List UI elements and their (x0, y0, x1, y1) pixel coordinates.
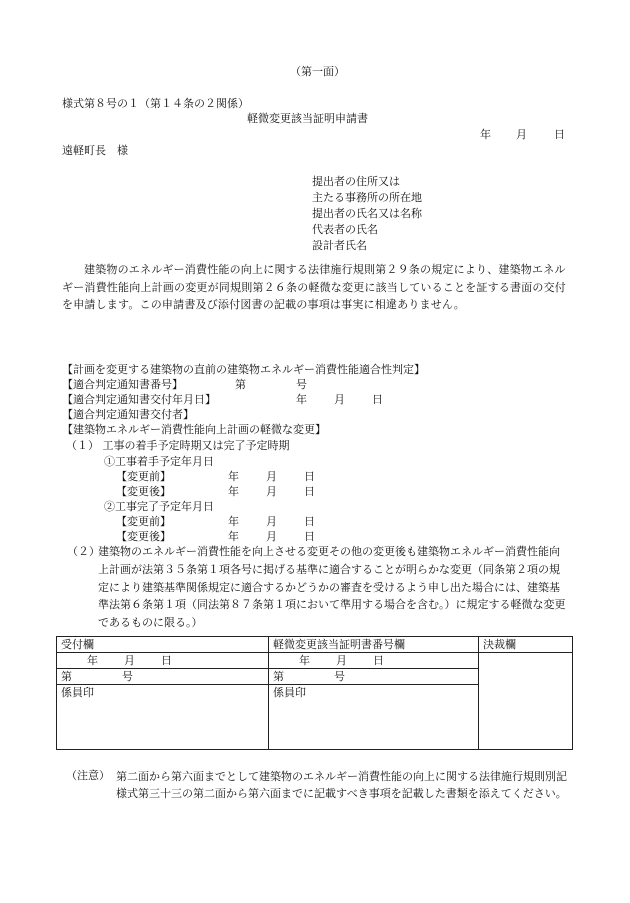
conformity-header: 【計画を変更する建築物の直前の建築物エネルギー消費性能適合性判定】 (62, 363, 425, 376)
notice-number-go: 号 (296, 378, 307, 391)
applicant-office-label: 主たる事務所の所在地 (312, 191, 422, 204)
reception-year: 年 (87, 654, 98, 668)
start-after-day: 日 (304, 485, 315, 498)
form-number: 様式第８号の１（第１４条の２関係） (62, 97, 249, 110)
certificate-number-cell (269, 669, 479, 685)
date-day-label: 日 (554, 128, 565, 141)
document-title: 軽微変更該当証明申請書 (247, 112, 368, 125)
item2-text: 建築物のエネルギー消費性能を向上させる変更その他の変更後も建築物エネルギー消費性能向上計画が法第３５条第１項各号に掲げる基準に適合することが明らかな変更（同条第２項の規定により建築基準関係規定に適合するかどうかの審査を受けるよう申し出た場合には、建築基準法第６条第１項（同法第８７条第１項において準用する場合を含む。）に規定する軽微な変更であるものに限る。） (98, 545, 566, 630)
notice-date-label: 【適合判定通知書交付年月日】 (62, 393, 216, 406)
certificate-year: 年 (299, 654, 310, 668)
reception-date-cell (57, 653, 269, 669)
page-label: （第一面） (290, 65, 345, 78)
notice-issuer-label: 【適合判定通知書交付者】 (62, 408, 194, 421)
start-before-day: 日 (304, 470, 315, 483)
reception-number-go: 号 (122, 670, 133, 684)
minor-change-header: 【建築物エネルギー消費性能向上計画の軽微な変更】 (62, 423, 326, 436)
addressee: 遠軽町長 様 (62, 144, 128, 157)
decision-cell (479, 653, 573, 750)
certificate-month: 月 (336, 654, 347, 668)
notice-number-label: 【適合判定通知書番号】 (62, 378, 183, 391)
certificate-date-cell (269, 653, 479, 669)
decision-header: 決裁欄 (479, 637, 573, 653)
completion-before-label: 【変更前】 (116, 515, 171, 528)
note-label: （注意） (66, 769, 110, 782)
notice-date-day: 日 (372, 393, 383, 406)
start-date-title: ①工事着手予定年月日 (104, 455, 214, 468)
office-use-table (56, 636, 573, 750)
start-after-label: 【変更後】 (116, 485, 171, 498)
start-after-year: 年 (228, 485, 239, 498)
note-text: 第二面から第六面までとして建築物のエネルギー消費性能の向上に関する法律施行規則別記様式第三十三の第二面から第六面までに記載すべき事項を記載した書類を添えてください。 (116, 770, 567, 800)
completion-before-year: 年 (228, 515, 239, 528)
start-before-label: 【変更前】 (116, 470, 171, 483)
date-month-label: 月 (516, 128, 527, 141)
notice-date-month: 月 (334, 393, 345, 406)
reception-month: 月 (124, 654, 135, 668)
certificate-number-header: 軽微変更該当証明書番号欄 (269, 637, 479, 653)
reception-number-dai: 第 (61, 670, 72, 684)
certificate-staff-seal-cell: 係員印 (269, 685, 479, 750)
start-before-month: 月 (266, 470, 277, 483)
application-statement: 建築物のエネルギー消費性能の向上に関する法律施行規則第２９条の規定により、建築物エネルギー消費性能向上計画の変更が同規則第２６条の軽微な変更に該当していることを証する書面の交付を申請します。この申請書及び添付図書の記載の事項は事実に相違ありません。 (62, 263, 566, 311)
completion-before-day: 日 (304, 515, 315, 528)
item2-number: （２） (67, 545, 100, 558)
completion-after-day: 日 (304, 530, 315, 543)
notice-number-dai: 第 (235, 378, 246, 391)
certificate-number-dai: 第 (273, 670, 284, 684)
start-before-year: 年 (228, 470, 239, 483)
notice-date-year: 年 (296, 393, 307, 406)
applicant-address-label: 提出者の住所又は (312, 175, 400, 188)
certificate-day: 日 (373, 654, 384, 668)
date-year-label: 年 (480, 128, 491, 141)
reception-header: 受付欄 (57, 637, 269, 653)
completion-after-month: 月 (266, 530, 277, 543)
completion-date-title: ②工事完了予定年月日 (104, 500, 214, 513)
item1-title: （１） 工事の着手予定時期又は完了予定時期 (66, 439, 290, 452)
start-after-month: 月 (266, 485, 277, 498)
designer-name-label: 設計者氏名 (312, 239, 367, 252)
completion-before-month: 月 (266, 515, 277, 528)
reception-number-cell (57, 669, 269, 685)
reception-staff-seal-cell: 係員印 (57, 685, 269, 750)
reception-day: 日 (161, 654, 172, 668)
applicant-name-label: 提出者の氏名又は名称 (312, 207, 422, 220)
certificate-number-go: 号 (334, 670, 345, 684)
completion-after-label: 【変更後】 (116, 530, 171, 543)
completion-after-year: 年 (228, 530, 239, 543)
representative-name-label: 代表者の氏名 (312, 223, 378, 236)
